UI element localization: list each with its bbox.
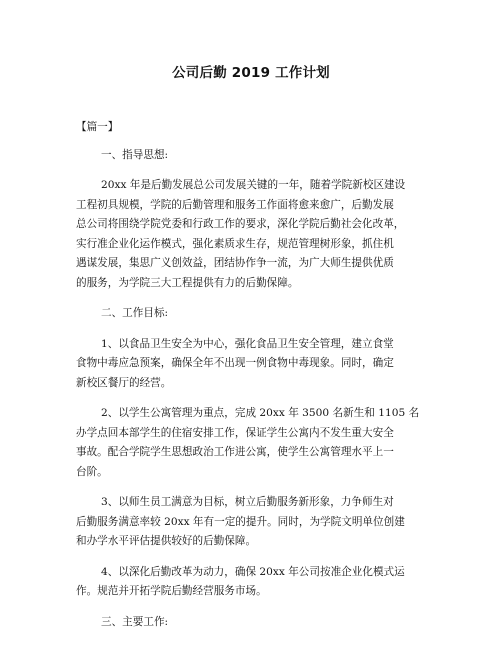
- paragraph-line: 总公司将围绕学院党委和行政工作的要求，深化学院后勤社会化改革，: [76, 218, 405, 230]
- paragraph: [76, 404, 436, 482]
- paragraph-line: 遇谋发展，集思广义创效益，团结协作争一流，为广大师生提供优质: [76, 257, 394, 269]
- paragraph: [76, 563, 436, 602]
- paragraph-line: 和办学水平评估提供较好的后勤保障。: [76, 535, 257, 547]
- section-heading-3: [76, 613, 436, 633]
- section-heading-2: [76, 304, 436, 324]
- paragraph-line: 4、以深化后勤改革为动力，确保 20xx 年公司按准企业化模式运: [101, 565, 405, 578]
- paragraph-line: 后勤服务满意率较 20xx 年有一定的提升。同时，为学院文明单位创建: [76, 515, 405, 528]
- part-label-text: 【篇一】: [76, 121, 119, 133]
- paragraph-line: 办学点回本部学生的住宿安排工作，保证学生公寓内不发生重大安全: [76, 426, 394, 439]
- section-heading: 三、主要工作:: [101, 615, 169, 628]
- paragraph-line: 新校区餐厅的经营。: [76, 376, 172, 389]
- paragraph-line: 实行准企业化运作模式，强化素质求生存，规范管理树形象，抓住机: [76, 237, 394, 250]
- paragraph-line: 1、以食品卫生安全为中心，强化食品卫生安全管理，建立食堂: [101, 337, 394, 350]
- paragraph-line: 作。规范并开拓学院后勤经营服务市场。: [76, 585, 267, 597]
- paragraph-line: 2、以学生公寓管理为重点，完成 20xx 年 3500 名新生和 1105 名: [101, 407, 420, 419]
- section-heading-1: [76, 146, 436, 166]
- section-heading: 二、工作目标:: [101, 307, 169, 319]
- paragraph-line: 工程初具规模，学院的后勤管理和服务工作面将愈来愈广，后勤发展: [76, 198, 394, 211]
- paragraph-line: 20xx 年是后勤发展总公司发展关键的一年，随着学院新校区建设: [101, 179, 406, 191]
- paragraph: [76, 335, 436, 394]
- paragraph: [76, 176, 436, 293]
- paragraph-line: 3、以师生员工满意为目标，树立后勤服务新形象，力争师生对: [101, 496, 394, 508]
- document-body: [76, 118, 436, 632]
- document-title: 公司后勤 2019 工作计划: [172, 65, 330, 81]
- paragraph-line: 台阶。: [76, 465, 108, 478]
- paragraph: [76, 493, 436, 552]
- paragraph-line: 食物中毒应急预案，确保全年不出现一例食物中毒现象。同时，确定: [76, 357, 394, 369]
- part-label: [76, 118, 436, 138]
- section-heading: 一、指导思想:: [101, 148, 169, 161]
- paragraph-line: 的服务，为学院三大工程提供有力的后勤保障。: [76, 276, 299, 289]
- paragraph-line: 事故。配合学院学生思想政治工作进公寓，使学生公寓管理水平上一: [76, 446, 394, 458]
